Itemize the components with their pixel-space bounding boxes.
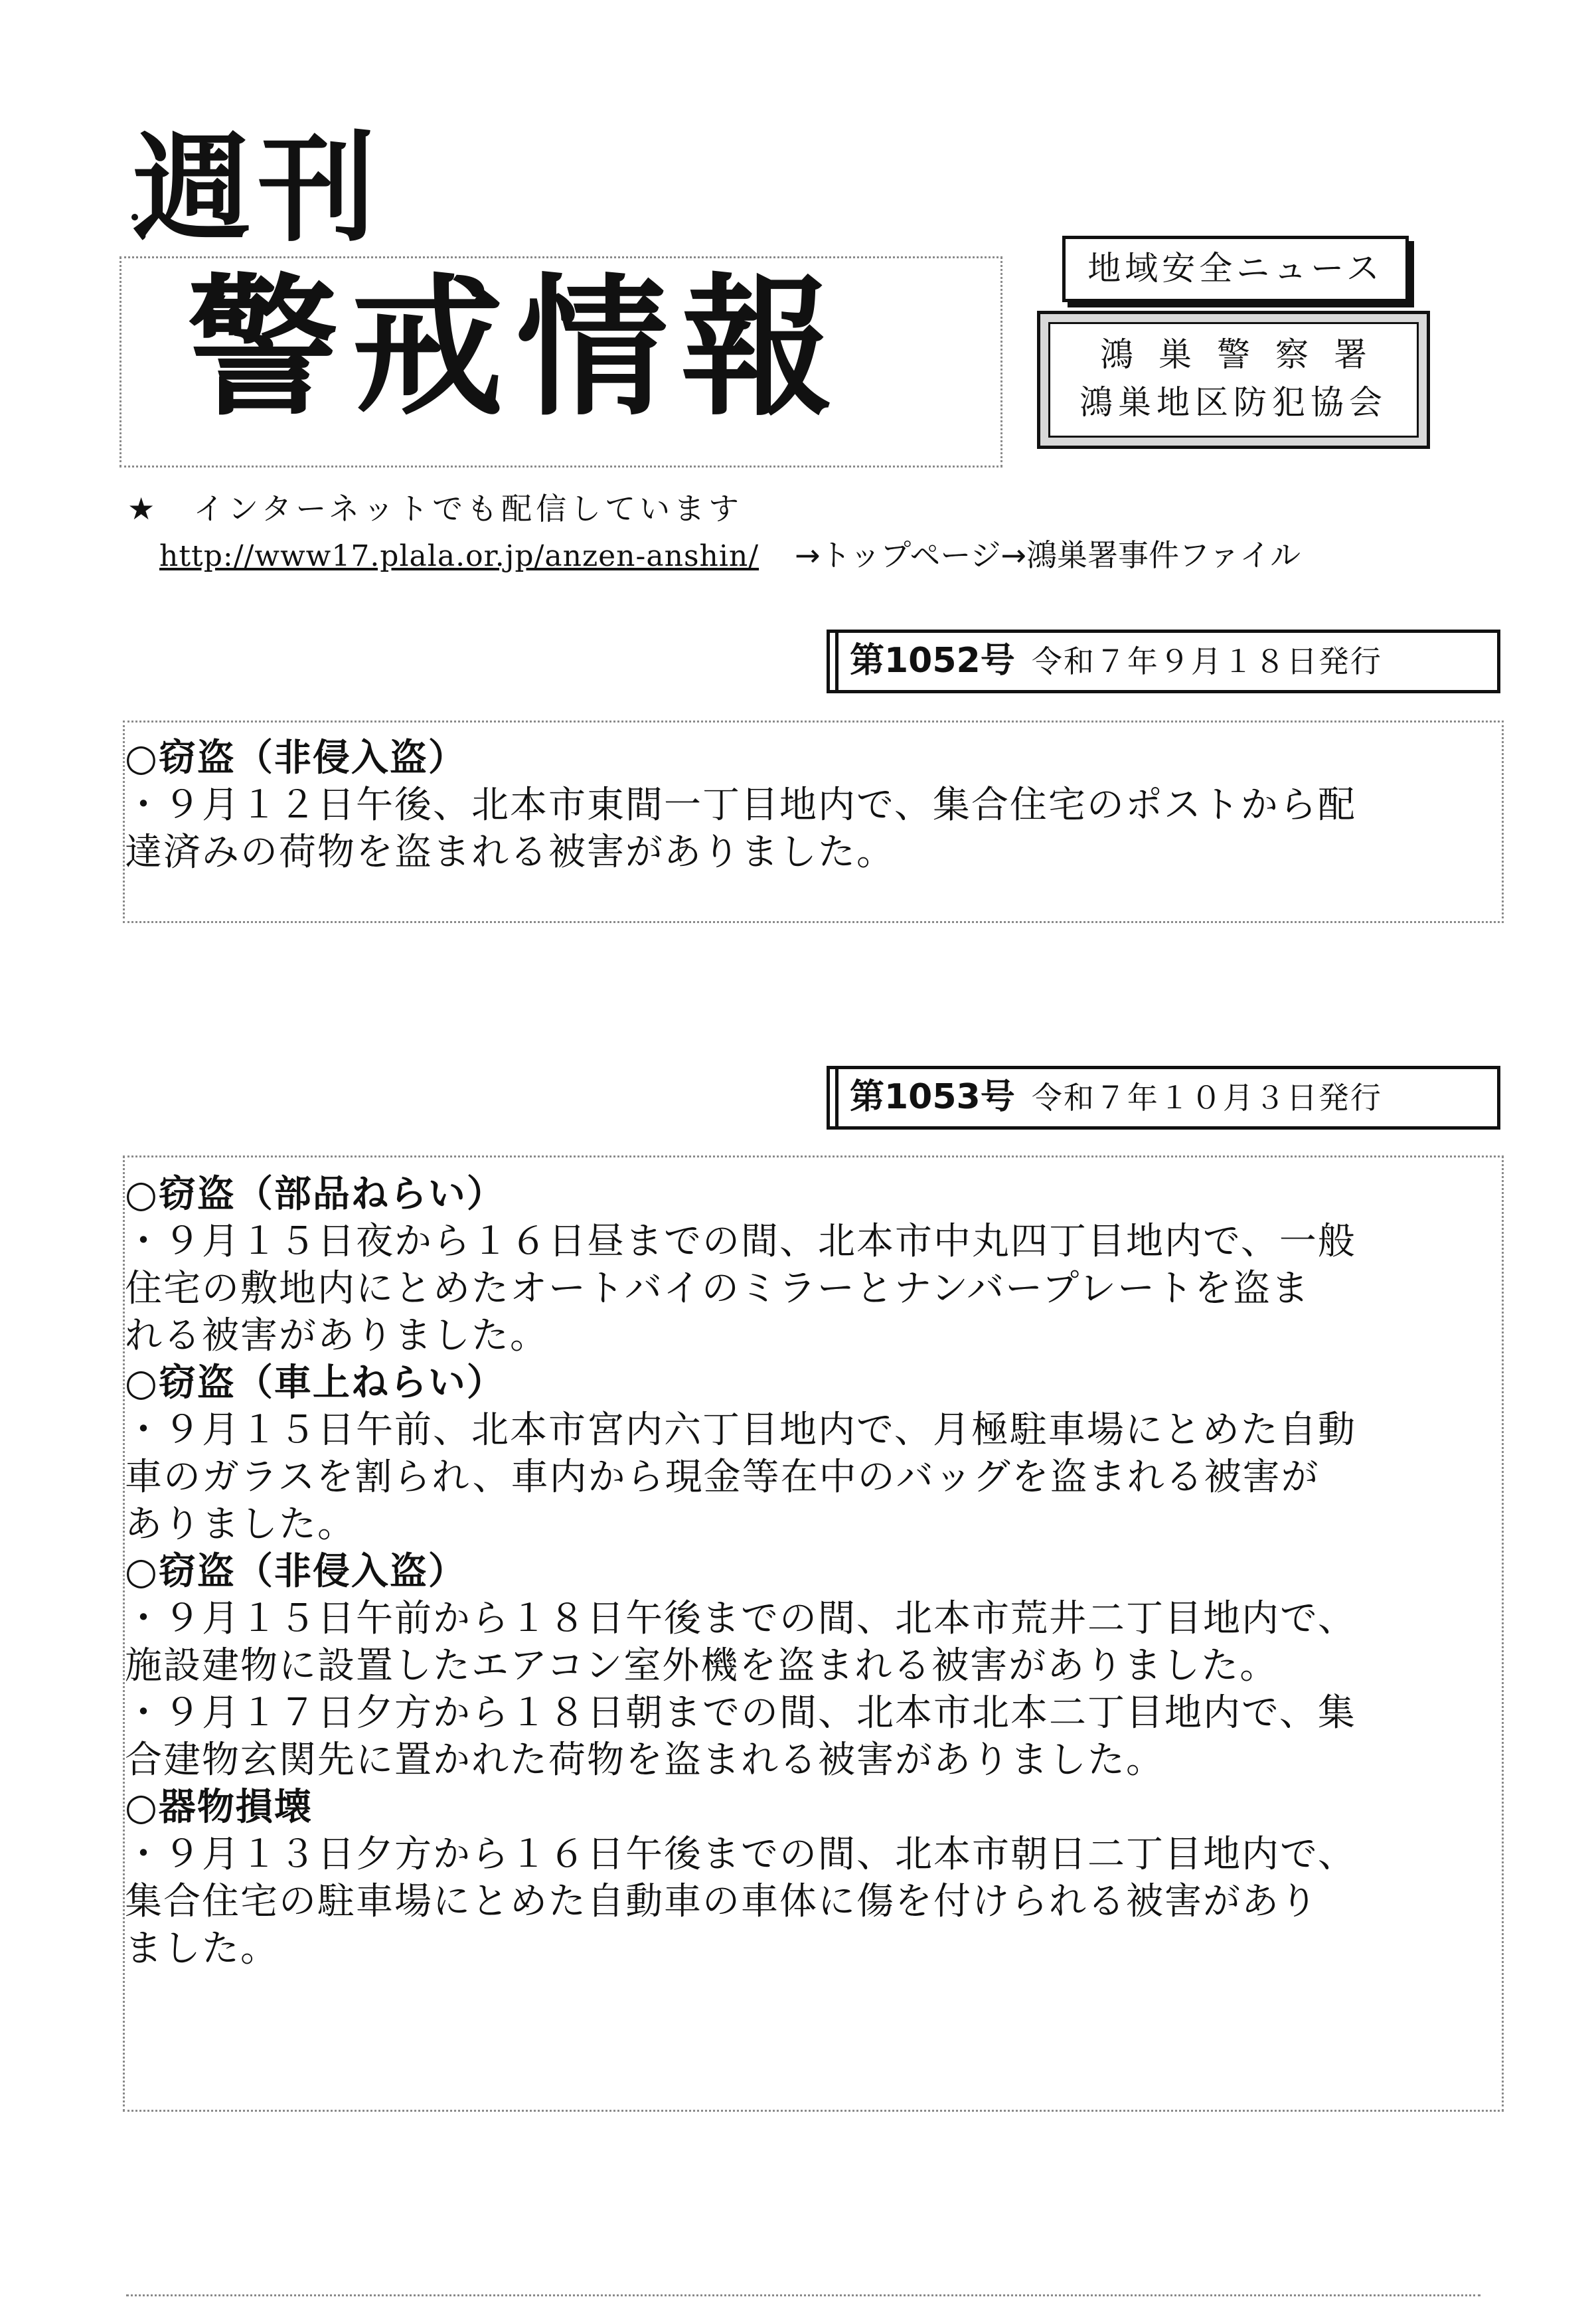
incident-text: 達済みの荷物を盗まれる被害がありました。 xyxy=(125,831,895,874)
issue-header-1052 xyxy=(827,630,1500,693)
issue-number: 第1053号 xyxy=(850,1077,1015,1117)
website-url-link[interactable]: http://www17.plala.or.jp/anzen-anshin/ xyxy=(159,539,759,573)
incident-text: ・９月１５日午前、北本市宮内六丁目地内で、月極駐車場にとめた自動 xyxy=(125,1409,1356,1452)
incident-heading: ○窃盗（車上ねらい） xyxy=(125,1361,505,1405)
incident-heading: ○窃盗（非侵入盗） xyxy=(125,1550,467,1593)
incident-text: ・９月１５日夜から１６日昼までの間、北本市中丸四丁目地内で、一般 xyxy=(125,1220,1356,1263)
incident-text: 施設建物に設置したエアコン室外機を盗まれる被害がありました。 xyxy=(125,1644,1279,1687)
incident-text: れる被害がありました。 xyxy=(125,1314,548,1357)
masthead-title: 警戒情報 xyxy=(187,260,846,436)
issue-number: 第1052号 xyxy=(850,641,1015,681)
incident-text: 住宅の敷地内にとめたオートバイのミラーとナンバープレートを盗ま xyxy=(125,1267,1311,1310)
issue-content-1053 xyxy=(125,1171,1492,1972)
incident-text: ・９月１３日夕方から１６日午後までの間、北本市朝日二丁目地内で、 xyxy=(125,1833,1356,1876)
incident-heading: ○窃盗（非侵入盗） xyxy=(125,736,467,780)
issue-header-1053 xyxy=(827,1066,1500,1130)
incident-text: ありました。 xyxy=(125,1503,356,1546)
organization-box xyxy=(1037,311,1430,449)
incident-text: 車のガラスを割られ、車内から現金等在中のバッグを盗まれる被害が xyxy=(125,1456,1320,1499)
masthead-weekly: 週刊 xyxy=(133,120,382,258)
incident-text: ・９月１２日午後、北本市東間一丁目地内で、集合住宅のポストから配 xyxy=(125,784,1356,827)
news-label: 地域安全ニュース xyxy=(1062,236,1409,302)
incident-heading: ○窃盗（部品ねらい） xyxy=(125,1173,505,1216)
internet-notice: ★ インターネットでも配信しています xyxy=(127,491,744,527)
issue-date: 令和７年１０月３日発行 xyxy=(1031,1080,1382,1116)
issue-content-1052 xyxy=(125,734,1492,876)
url-line xyxy=(159,531,1301,575)
navigation-path: →トップページ→鴻巣署事件ファイル xyxy=(795,537,1301,573)
org-police-station: 鴻巣警察署 xyxy=(1100,335,1392,374)
incident-text: ・９月１７日夕方から１８日朝までの間、北本市北本二丁目地内で、集 xyxy=(125,1691,1356,1735)
incident-text: ・９月１５日午前から１８日午後までの間、北本市荒井二丁目地内で、 xyxy=(125,1597,1356,1640)
incident-text: 合建物玄関先に置かれた荷物を盗まれる被害がありました。 xyxy=(125,1739,1164,1782)
org-crime-prevention-association: 鴻巣地区防犯協会 xyxy=(1079,383,1388,422)
bottom-rule xyxy=(126,2294,1480,2296)
organization-inner xyxy=(1048,322,1419,438)
incident-heading: ○器物損壊 xyxy=(125,1786,313,1829)
incident-text: ました。 xyxy=(125,1927,279,1970)
incident-text: 集合住宅の駐車場にとめた自動車の車体に傷を付けられる被害があり xyxy=(125,1880,1318,1923)
issue-date: 令和７年９月１８日発行 xyxy=(1031,643,1382,679)
